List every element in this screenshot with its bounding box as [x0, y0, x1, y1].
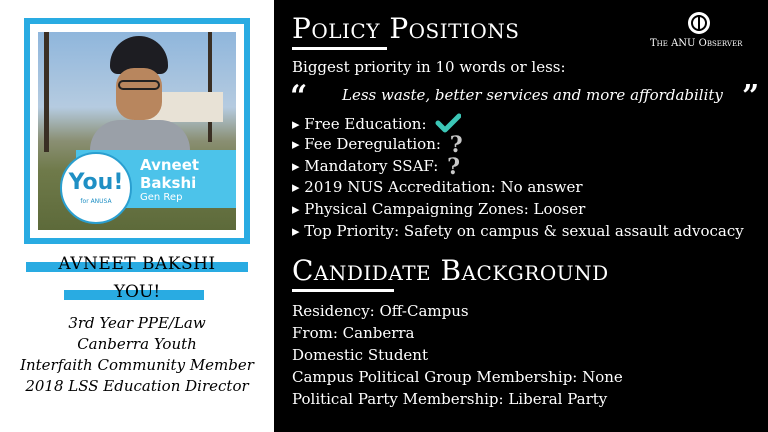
photo-frame — [24, 18, 250, 244]
you-badge-text: You! — [68, 170, 124, 195]
priority-label: Biggest priority in 10 words or less: — [292, 58, 566, 76]
ticket-name: YOU! — [113, 282, 161, 302]
you-badge — [60, 152, 132, 224]
banner-last-name: Bakshi — [140, 174, 197, 192]
candidate-name: AVNEET BAKSHI — [58, 254, 216, 274]
policy-item — [292, 132, 463, 158]
glasses — [118, 80, 160, 90]
policy-item: ▸ 2019 NUS Accreditation: No answer — [292, 178, 583, 196]
bio-line: 2018 LSS Education Director — [25, 377, 249, 395]
observer-logo-icon — [688, 12, 710, 34]
close-quote-icon: ” — [742, 79, 760, 114]
bio-line: Canberra Youth — [77, 335, 197, 353]
photo-border — [30, 24, 244, 238]
priority-quote: Less waste, better services and more affordability — [342, 86, 723, 104]
background-item: Political Party Membership: Liberal Party — [292, 390, 608, 408]
background-item: Residency: Off-Campus — [292, 302, 469, 320]
policy-heading: Policy Positions — [292, 12, 520, 45]
bio-line: Interfaith Community Member — [20, 356, 254, 374]
policy-heading-underline — [292, 47, 387, 50]
question-icon: ? — [447, 154, 460, 180]
tree-trunk — [44, 32, 49, 152]
tree-trunk — [208, 32, 212, 142]
background-item: Domestic Student — [292, 346, 428, 364]
observer-logo-text: The ANU Observer — [650, 38, 743, 49]
background-item: From: Canberra — [292, 324, 415, 342]
bio-line: 3rd Year PPE/Law — [68, 314, 206, 332]
banner-first-name: Avneet — [140, 156, 200, 174]
policy-item-label: ▸ Free Education: — [292, 115, 427, 133]
policy-item-label: ▸ Mandatory SSAF: — [292, 157, 439, 175]
face — [116, 68, 162, 120]
question-icon: ? — [449, 132, 463, 158]
info-panel — [274, 0, 768, 432]
background-item: Campus Political Group Membership: None — [292, 368, 623, 386]
policy-item-label: ▸ Fee Deregulation: — [292, 135, 441, 153]
banner-role: Gen Rep — [140, 192, 183, 203]
policy-item — [292, 154, 460, 180]
background-heading-underline — [292, 289, 394, 292]
candidate-panel — [0, 0, 274, 432]
policy-item: ▸ Top Priority: Safety on campus & sexual assault advocacy — [292, 222, 744, 240]
policy-item: ▸ Physical Campaigning Zones: Looser — [292, 200, 586, 218]
you-badge-subtext: for ANUSA — [80, 198, 112, 205]
candidate-photo — [38, 32, 236, 230]
background-heading: Candidate Background — [292, 254, 609, 287]
open-quote-icon: “ — [290, 79, 308, 114]
policy-item — [292, 113, 461, 137]
